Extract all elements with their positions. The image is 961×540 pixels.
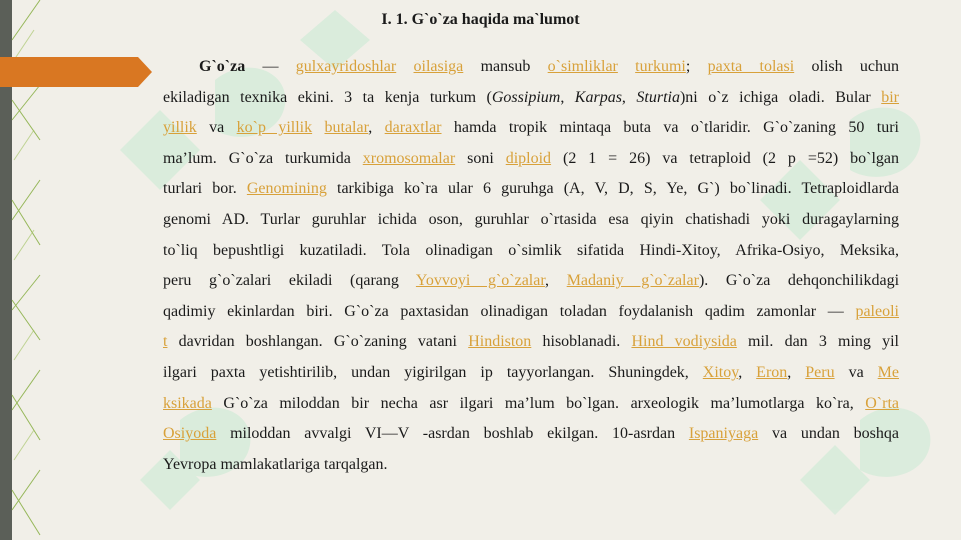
- text-line: [163, 297, 899, 328]
- text-line: [163, 205, 899, 236]
- text-run: va undan boshqa: [758, 425, 900, 443]
- text-line: [163, 236, 899, 267]
- body-text: [163, 52, 899, 480]
- text-run: ). G`o`za dehqonchilikdagi: [698, 272, 900, 290]
- hyperlink[interactable]: Genomining: [246, 180, 327, 198]
- hyperlink[interactable]: Eron: [756, 363, 788, 381]
- text-run: ,: [787, 363, 806, 381]
- text-run: (2 1 = 26) va tetraploid (2 p =52) bo`lgan: [551, 149, 900, 167]
- hyperlink[interactable]: paxta tolasi: [707, 58, 795, 75]
- hyperlink[interactable]: ksikada: [163, 394, 212, 412]
- page-title: I. 1. G`o`za haqida ma`lumot: [381, 11, 580, 28]
- italic-term: Gossipium: [491, 88, 561, 106]
- text-run: mil. dan 3 ming yil: [736, 333, 900, 351]
- text-run: ekiladigan texnika ekini. 3 ta kenja turkum (: [163, 88, 492, 106]
- text-run: ;: [685, 58, 708, 75]
- hyperlink[interactable]: Yovvoyi g`o`zalar: [415, 272, 546, 290]
- hyperlink[interactable]: Osiyoda: [163, 425, 217, 443]
- italic-term: Sturtia: [636, 88, 680, 106]
- text-run: qadimiy ekinlardan biri. G`o`za paxtasidan olinadigan toladan foydalanish qadim zamonlar —: [163, 302, 856, 320]
- text-run: davridan boshlangan. G`o`zaning vatani: [167, 333, 469, 351]
- hyperlink[interactable]: Madaniy g`o`zalar: [566, 272, 699, 290]
- hyperlink[interactable]: Hind vodiysida: [631, 333, 737, 351]
- text-line: [163, 419, 899, 450]
- text-run: [618, 58, 635, 75]
- text-run: genomi AD. Turlar guruhlar ichida oson, guruhlar o`rtasida esa qiyin chatishadi yoki duragaylarning: [163, 210, 899, 228]
- hyperlink[interactable]: Xitoy: [702, 363, 739, 381]
- text-run: mansub: [463, 58, 548, 75]
- hyperlink[interactable]: yillik: [163, 119, 197, 137]
- text-run: olish uchun: [794, 58, 900, 75]
- text-run: miloddan avvalgi VI—V -asrdan boshlab ekilgan. 10-asrdan: [216, 425, 689, 443]
- hyperlink[interactable]: t: [163, 333, 168, 351]
- text-run: )ni o`z ichiga oladi. Bular: [679, 88, 882, 106]
- hyperlink[interactable]: turkumi: [635, 58, 686, 75]
- hyperlink[interactable]: O`rta: [865, 394, 899, 412]
- text-run: peru g`o`zalari ekiladi (qarang: [163, 272, 416, 290]
- hyperlink[interactable]: oilasiga: [413, 58, 464, 75]
- text-run: va: [834, 363, 878, 381]
- text-run: tarkibiga ko`ra ular 6 guruhga (A, V, D, S, Ye, G`) bo`linadi. Tetraploidlarda: [326, 180, 899, 198]
- hyperlink[interactable]: Hindiston: [468, 333, 532, 351]
- text-run: turlari bor.: [163, 180, 247, 198]
- text-line: [163, 144, 899, 175]
- text-run: [312, 119, 324, 136]
- text-run: —: [245, 58, 296, 75]
- hyperlink[interactable]: xromosomalar: [362, 149, 456, 167]
- text-line: [163, 266, 899, 297]
- text-line: [163, 113, 899, 144]
- text-run: ,: [560, 88, 575, 106]
- hyperlink[interactable]: Me: [877, 363, 899, 381]
- text-line: [163, 52, 899, 83]
- italic-term: Karpas: [574, 88, 622, 106]
- hyperlink[interactable]: diploid: [505, 149, 552, 167]
- bold-term: G`o`za: [199, 58, 246, 75]
- text-run: ma’lum. G`o`za turkumida: [163, 149, 363, 167]
- text-run: hamda tropik mintaqa buta va o`tlaridir. G`o`zaning 50 turi: [441, 119, 899, 137]
- text-line: [163, 83, 899, 114]
- text-run: Yevropa mamlakatlariga tarqalgan.: [163, 455, 388, 473]
- text-run: va: [196, 119, 237, 137]
- hyperlink[interactable]: Peru: [805, 363, 835, 381]
- hyperlink[interactable]: gulxayridoshlar: [295, 58, 397, 75]
- text-run: soni: [455, 149, 506, 167]
- text-run: [396, 58, 413, 75]
- hyperlink[interactable]: bir: [881, 88, 900, 106]
- hyperlink[interactable]: paleoli: [855, 302, 899, 320]
- text-run: hisoblanadi.: [531, 333, 632, 351]
- hyperlink[interactable]: butalar: [324, 119, 369, 137]
- text-run: ,: [545, 272, 567, 290]
- text-line: [163, 327, 899, 358]
- hyperlink[interactable]: ko`p yillik: [236, 119, 313, 137]
- text-run: ,: [368, 119, 385, 137]
- text-run: ilgari paxta yetishtirilib, undan yigirilgan ip tayyorlangan. Shuningdek,: [163, 363, 703, 381]
- text-line: [163, 358, 899, 389]
- text-line: [163, 174, 899, 205]
- text-run: G`o`za miloddan bir necha asr ilgari ma’lum bo`lgan. arxeologik ma’lumotlarga ko`ra,: [211, 394, 866, 412]
- hyperlink[interactable]: Ispaniyaga: [688, 425, 759, 443]
- text-run: ,: [621, 88, 637, 106]
- text-line: [163, 389, 899, 420]
- text-line: [163, 450, 899, 481]
- text-run: ,: [738, 363, 757, 381]
- text-run: to`liq bepushtligi kuzatiladi. Tola olinadigan o`simlik sifatida Hindi-Xitoy, Afrika-Osiyo, Meksika,: [163, 241, 899, 259]
- hyperlink[interactable]: daraxtlar: [384, 119, 442, 137]
- hyperlink[interactable]: o`simliklar: [547, 58, 618, 75]
